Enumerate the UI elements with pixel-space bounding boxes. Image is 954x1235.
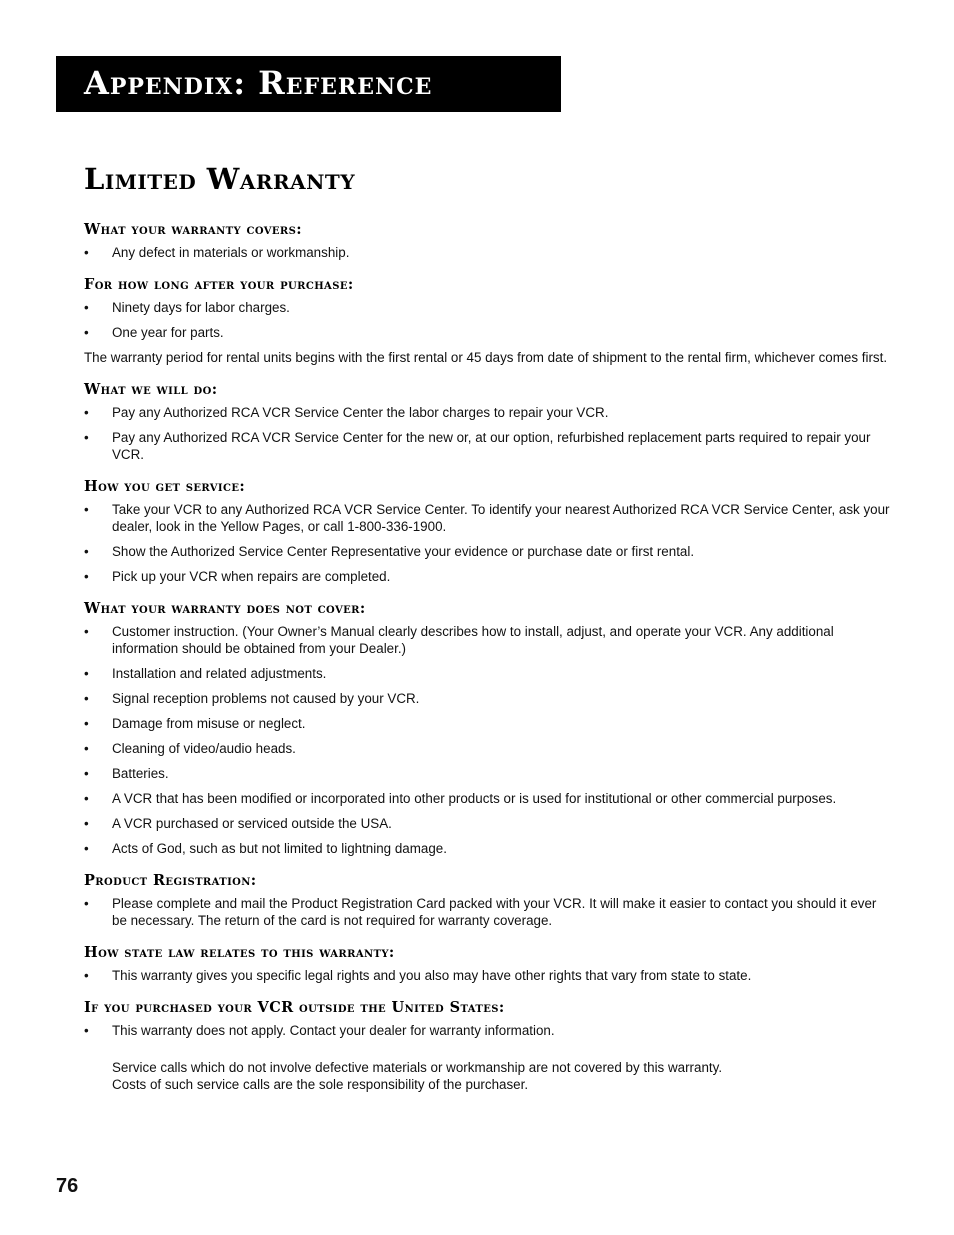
section-heading: What we will do: [84, 381, 218, 398]
warranty-content [84, 221, 892, 1093]
list-item-text: Customer instruction. (Your Owner’s Manual clearly describes how to install, adjust, and operate your VCR. Any additional information should be obtained from your Dealer.) [112, 624, 834, 656]
bullet-icon: • [84, 816, 89, 831]
list-item [84, 568, 892, 585]
list-item [84, 299, 892, 316]
list-item-text: One year for parts. [112, 325, 224, 340]
bullet-icon: • [84, 841, 89, 856]
list-item-text: This warranty does not apply. Contact your dealer for warranty information. [112, 1023, 555, 1038]
bullet-icon: • [84, 405, 89, 420]
bullet-icon: • [84, 766, 89, 781]
section-heading: How state law relates to this warranty: [84, 944, 395, 961]
bullet-list [84, 1022, 892, 1039]
bullet-icon: • [84, 1023, 89, 1038]
service-calls-note [112, 1059, 892, 1093]
section-banner: Appendix: Reference [56, 56, 561, 112]
list-item-text: Please complete and mail the Product Registration Card packed with your VCR. It will make it easier to contact you should it ever be necessary. The return of the card is not required for warranty coverage. [112, 896, 877, 928]
list-item [84, 623, 892, 657]
section-heading: If you purchased your VCR outside the United States: [84, 999, 505, 1016]
list-item [84, 429, 892, 463]
bullet-icon: • [84, 325, 89, 340]
list-item [84, 501, 892, 535]
bullet-icon: • [84, 624, 89, 639]
list-item [84, 715, 892, 732]
bullet-icon: • [84, 569, 89, 584]
list-item [84, 840, 892, 857]
list-item-text: Damage from misuse or neglect. [112, 716, 306, 731]
list-item [84, 790, 892, 807]
list-item-text: Cleaning of video/audio heads. [112, 741, 296, 756]
list-item-text: Batteries. [112, 766, 169, 781]
bullet-icon: • [84, 544, 89, 559]
list-item-text: Installation and related adjustments. [112, 666, 327, 681]
bullet-icon: • [84, 716, 89, 731]
bullet-icon: • [84, 666, 89, 681]
list-item [84, 404, 892, 421]
list-item [84, 815, 892, 832]
bullet-icon: • [84, 968, 89, 983]
bullet-list [84, 967, 892, 984]
list-item-text: A VCR purchased or serviced outside the USA. [112, 816, 392, 831]
list-item-text: Take your VCR to any Authorized RCA VCR Service Center. To identify your nearest Authorized RCA VCR Service Center, ask your dealer, look in the Yellow Pages, or call 1-800-336-1900. [112, 502, 890, 534]
list-item-text: Ninety days for labor charges. [112, 300, 290, 315]
section-heading: Product Registration: [84, 872, 257, 889]
bullet-icon: • [84, 791, 89, 806]
list-item [84, 244, 892, 261]
list-item-text: Signal reception problems not caused by your VCR. [112, 691, 420, 706]
list-item [84, 765, 892, 782]
page-number: 76 [56, 1175, 79, 1197]
list-item-text: Pay any Authorized RCA VCR Service Center the labor charges to repair your VCR. [112, 405, 609, 420]
list-item-text: Pay any Authorized RCA VCR Service Center for the new or, at our option, refurbished replacement parts required to repair your VCR. [112, 430, 871, 462]
list-item-text: Show the Authorized Service Center Representative your evidence or purchase date or first rental. [112, 544, 695, 559]
bullet-icon: • [84, 896, 89, 911]
list-item-text: Pick up your VCR when repairs are completed. [112, 569, 391, 584]
section-heading: What your warranty covers: [84, 221, 303, 238]
list-item [84, 543, 892, 560]
note-line: Costs of such service calls are the sole responsibility of the purchaser. [112, 1077, 529, 1092]
list-item [84, 740, 892, 757]
list-item-text: A VCR that has been modified or incorporated into other products or is used for institutional or other commercial purposes. [112, 791, 837, 806]
section-heading: For how long after your purchase: [84, 276, 354, 293]
list-item [84, 967, 892, 984]
bullet-icon: • [84, 691, 89, 706]
bullet-icon: • [84, 741, 89, 756]
note-line: Service calls which do not involve defective materials or workmanship are not covered by this warranty. [112, 1060, 723, 1075]
warranty-sections [84, 221, 892, 1039]
list-item [84, 690, 892, 707]
bullet-icon: • [84, 430, 89, 445]
bullet-icon: • [84, 245, 89, 260]
bullet-list [84, 404, 892, 463]
bullet-icon: • [84, 502, 89, 517]
bullet-list [84, 501, 892, 585]
list-item-text: Any defect in materials or workmanship. [112, 245, 350, 260]
list-item-text: This warranty gives you specific legal rights and you also may have other rights that vary from state to state. [112, 968, 752, 983]
list-item [84, 324, 892, 341]
section-heading: What your warranty does not cover: [84, 600, 366, 617]
page-title: Limited Warranty [84, 162, 356, 196]
bullet-icon: • [84, 300, 89, 315]
bullet-list [84, 895, 892, 929]
bullet-list [84, 623, 892, 857]
list-item-text: Acts of God, such as but not limited to lightning damage. [112, 841, 447, 856]
bullet-list [84, 244, 892, 261]
list-item [84, 895, 892, 929]
section-paragraph: The warranty period for rental units begins with the first rental or 45 days from date of shipment to the rental firm, whichever comes first. [84, 350, 888, 365]
bullet-list [84, 299, 892, 341]
list-item [84, 1022, 892, 1039]
list-item [84, 665, 892, 682]
section-heading: How you get service: [84, 478, 246, 495]
